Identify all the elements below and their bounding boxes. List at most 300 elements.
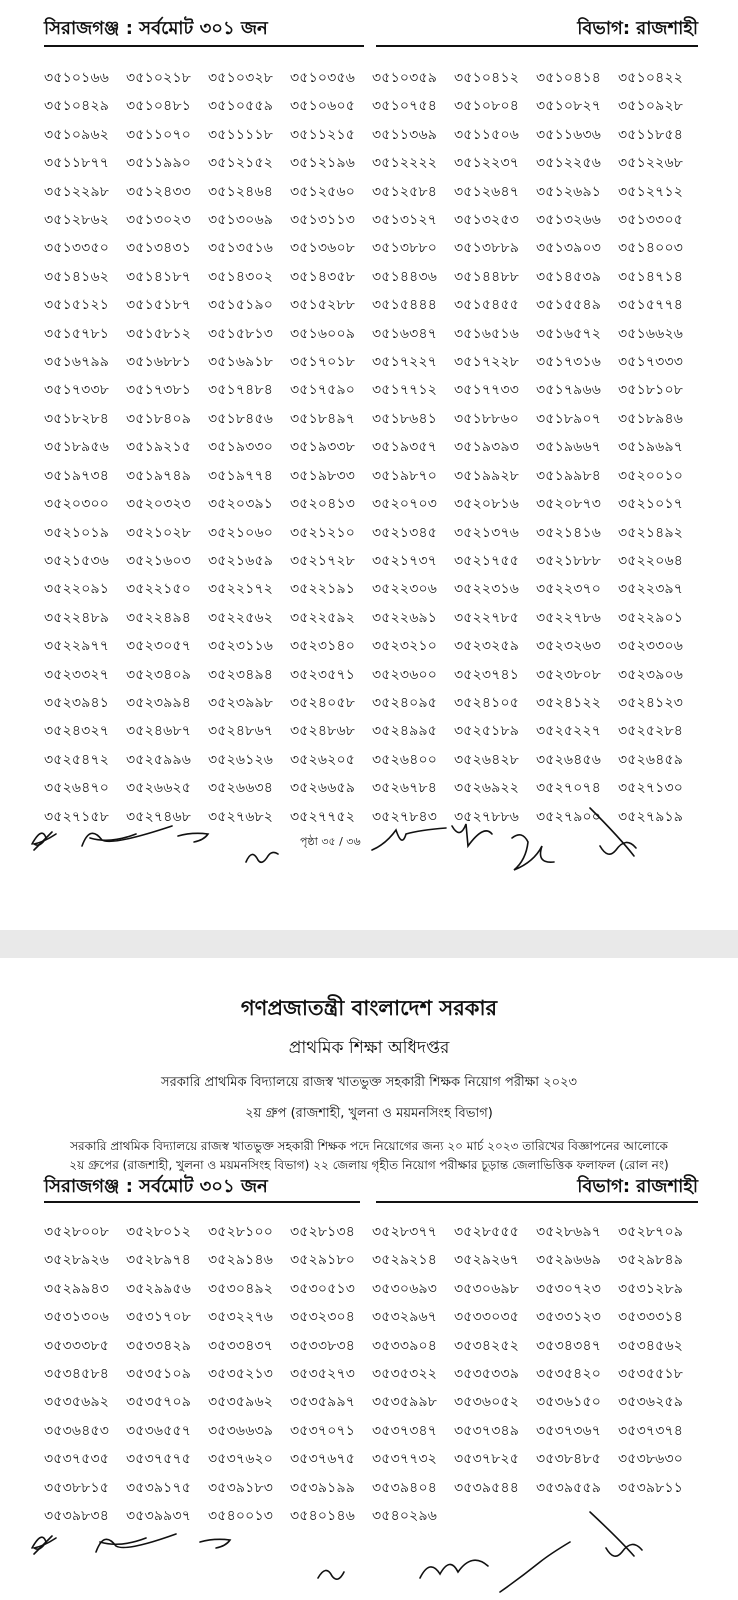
directorate-title: প্রাথমিক শিক্ষা অধিদপ্তর	[288, 1038, 450, 1058]
roll-number: ৩৫২১৭৩৭	[372, 552, 438, 569]
roll-number: ৩৫৩৩৮৩৪	[290, 1337, 356, 1354]
roll-number: ৩৫২৬৬২৫	[126, 780, 192, 797]
roll-number: ৩৫২৯৯৫৬	[126, 1280, 192, 1297]
roll-number: ৩৫২৬৪৫৬	[536, 751, 602, 768]
roll-number: ৩৫২২৯৭৭	[44, 638, 110, 655]
district-label: সিরাজগঞ্জ : সর্বমোট ৩০১ জন	[44, 18, 268, 39]
roll-number: ৩৫২১৬৫৯	[208, 552, 274, 569]
roll-number: ৩৫১০৪১৪	[536, 70, 602, 86]
roll-number: ৩৫১০৯৬২	[44, 126, 110, 143]
roll-number: ৩৫৩৫৯৬২	[208, 1394, 274, 1411]
roll-number: ৩৫৩১৭০৮	[126, 1309, 192, 1326]
roll-number: ৩৫১২১৫২	[208, 155, 274, 172]
roll-number: ৩৫৩৫২৭৩	[290, 1366, 356, 1383]
roll-number: ৩৫২৬৪২৮	[454, 751, 520, 768]
roll-number: ৩৫২৪৮৬৭	[208, 723, 274, 740]
roll-number: ৩৫২৩৬০০	[372, 666, 438, 683]
roll-number: ৩৫২২১৫০	[126, 581, 192, 598]
roll-number: ৩৫১৯৭৭৪	[208, 467, 274, 484]
roll-number: ৩৫৩৭৩৬৭	[536, 1422, 602, 1439]
roll-number: ৩৫১৩৪৩১	[126, 240, 192, 257]
roll-number: ৩৫১৩৬০৮	[290, 240, 356, 257]
roll-number: ৩৫৪০০১৩	[208, 1508, 274, 1525]
roll-number: ৩৫১৬৯১৮	[208, 354, 274, 371]
roll-number: ৩৫২৯৯৪৩	[44, 1280, 110, 1297]
roll-number: ৩৫২১০২৮	[126, 524, 192, 541]
roll-number: ৩৫২৪৯৯৫	[372, 723, 438, 740]
notice-text	[0, 1137, 738, 1175]
roll-number: ৩৫১১৫০৬	[454, 126, 520, 143]
roll-number: ৩৫১৫১৯০	[208, 297, 274, 314]
roll-number: ৩৫১৩১২৭	[372, 212, 438, 229]
roll-number: ৩৫১২২৩৭	[454, 155, 520, 172]
page-number: পৃষ্ঠা ৩৫ / ৩৬	[300, 835, 361, 848]
roll-number: ৩৫১৪৫৩৯	[536, 268, 602, 285]
roll-number: ৩৫২০০১০	[618, 467, 684, 484]
roll-number: ৩৫১৭৭১২	[372, 382, 438, 399]
roll-number: ৩৫২২৩৭০	[536, 581, 602, 598]
roll-number: ৩৫১১১১৮	[208, 126, 274, 143]
roll-number: ৩৫৩৩১২৩	[536, 1309, 602, 1326]
roll-number: ৩৫১৭২২৮	[454, 354, 520, 371]
roll-number: ৩৫৩৬৬৩৯	[208, 1422, 274, 1439]
roll-number: ৩৫৩৩৪২৯	[126, 1337, 192, 1354]
roll-number: ৩৫৩৯৯৩৭	[126, 1508, 192, 1525]
roll-number: ৩৫১৫৪৫৫	[454, 297, 520, 314]
roll-number: ৩৫৩৫৯৯৮	[372, 1394, 438, 1411]
roll-number: ৩৫১৩৯০৩	[536, 240, 602, 257]
roll-number: ৩৫২৭০৭৪	[536, 780, 602, 797]
roll-number: ৩৫১৩০৬৯	[208, 212, 274, 229]
signatures	[0, 1508, 738, 1600]
roll-number: ৩৫১৫৭৮১	[44, 325, 110, 342]
roll-number: ৩৫১৩৮৮০	[372, 240, 438, 257]
roll-number: ৩৫২৬৬৩৪	[208, 780, 274, 797]
roll-number: ৩৫৩৬০৫২	[454, 1394, 520, 1411]
roll-number: ৩৫১২৬৪৭	[454, 183, 520, 200]
roll-number: ৩৫৩৫৯৯৭	[290, 1394, 356, 1411]
roll-number: ৩৫১৮৪৯৭	[290, 410, 356, 427]
roll-number: ৩৫১৭৩৩৩	[618, 354, 684, 371]
roll-number: ৩৫২১৭২৮	[290, 552, 356, 569]
roll-number: ৩৫১০৬০৫	[290, 98, 356, 115]
roll-number: ৩৫১২২৯৮	[44, 183, 110, 200]
roll-number: ৩৫২৫২২৭	[536, 723, 602, 740]
roll-number: ৩৫২৩৯৯৮	[208, 694, 274, 711]
roll-number: ৩৫৩৫৬৯২	[44, 1394, 110, 1411]
roll-number: ৩৫২০৩০০	[44, 496, 110, 513]
roll-number: ৩৫২৮০১২	[126, 1224, 192, 1240]
roll-number: ৩৫৩৩৩৮৫	[44, 1337, 110, 1354]
roll-number: ৩৫৩৯৮৩৪	[44, 1508, 110, 1525]
roll-number: ৩৫১৯৭৪৯	[126, 467, 192, 484]
roll-number: ৩৫২৬৭৮৪	[372, 780, 438, 797]
roll-number: ৩৫১২৬৯১	[536, 183, 602, 200]
roll-number: ৩৫২৩৮০৮	[536, 666, 602, 683]
roll-number: ৩৫৩৪৫৮৪	[44, 1366, 110, 1383]
roll-number: ৩৫১৮৯৫৬	[44, 439, 110, 456]
roll-number: ৩৫১৫৮১২	[126, 325, 192, 342]
roll-number: ৩৫২৩৪৯৪	[208, 666, 274, 683]
roll-number: ৩৫২০৩৯১	[208, 496, 274, 513]
roll-number: ৩৫৩৪৫৬২	[618, 1337, 684, 1354]
roll-number: ৩৫৩০৪৯২	[208, 1280, 274, 1297]
roll-number: ৩৫২৮৬৯৭	[536, 1224, 602, 1240]
exam-title: সরকারি প্রাথমিক বিদ্যালয়ে রাজস্ব খাতভুক্ত সহকারী শিক্ষক নিয়োগ পরীক্ষা ২০২৩	[161, 1075, 577, 1090]
roll-number: ৩৫২৫৯৯৬	[126, 751, 192, 768]
government-title: গণপ্রজাতন্ত্রী বাংলাদেশ সরকার	[240, 996, 498, 1020]
roll-number: ৩৫১৮২৮৪	[44, 410, 110, 427]
roll-number: ৩৫৩৫৫১৮	[618, 1366, 684, 1383]
roll-number: ৩৫১৪৪৩৬	[372, 268, 438, 285]
notice-heading	[0, 958, 738, 1175]
roll-number: ৩৫৩৭৩৪৯	[454, 1422, 520, 1439]
roll-number: ৩৫৩৭৮২৫	[454, 1451, 520, 1468]
roll-number: ৩৫২১২১০	[290, 524, 356, 541]
roll-number: ৩৫২৪১২২	[536, 694, 602, 711]
roll-number: ৩৫৩০৭২৩	[536, 1280, 602, 1297]
roll-number: ৩৫১৮৬৪১	[372, 410, 438, 427]
roll-number: ৩৫২৫১৮৯	[454, 723, 520, 740]
roll-number: ৩৫১৫১২১	[44, 297, 110, 314]
roll-number: ৩৫৩৬২৫৯	[618, 1394, 684, 1411]
roll-number: ৩৫৩৩৪৩৭	[208, 1337, 274, 1354]
roll-number: ৩৫২২৭৮৬	[536, 609, 602, 626]
roll-number: ৩৫১৫১৮৭	[126, 297, 192, 314]
roll-number: ৩৫৩৯১৭৫	[126, 1479, 192, 1496]
roll-number: ৩৫১২২৬৮	[618, 155, 684, 172]
roll-number: ৩৫২৮৭০৯	[618, 1224, 684, 1240]
roll-number: ৩৫১৬৫৭২	[536, 325, 602, 342]
roll-number: ৩৫২২৫৬২	[208, 609, 274, 626]
roll-number: ৩৫২৩৯৪১	[44, 694, 110, 711]
roll-number: ৩৫২২৩৯৭	[618, 581, 684, 598]
roll-number: ৩৫২৮০০৮	[44, 1224, 110, 1240]
roll-number: ৩৫৪০১৪৬	[290, 1508, 356, 1525]
roll-number: ৩৫১২৪৬৪	[208, 183, 274, 200]
roll-number: ৩৫২৩২১০	[372, 638, 438, 655]
roll-number: ৩৫২৭৮৪৩	[372, 808, 438, 825]
roll-number: ৩৫১০৫৫৯	[208, 98, 274, 115]
roll-number: ৩৫২৬৪৫৯	[618, 751, 684, 768]
roll-number: ৩৫৩২৯৬৭	[372, 1309, 438, 1326]
roll-number: ৩৫২০৮৭৩	[536, 496, 602, 513]
roll-number: ৩৫২০৭০৩	[372, 496, 438, 513]
roll-number: ৩৫১৯৩৫৭	[372, 439, 438, 456]
roll-number: ৩৫১৯৩৯৩	[454, 439, 520, 456]
roll-number: ৩৫৩৮৮১৫	[44, 1479, 110, 1496]
roll-number: ৩৫১৩২৫৩	[454, 212, 520, 229]
roll-number: ৩৫১১০৭০	[126, 126, 192, 143]
roll-number: ৩৫৩৬৫৫৭	[126, 1422, 192, 1439]
roll-number: ৩৫৩৯৫৪৪	[454, 1479, 520, 1496]
roll-number: ৩৫৩৪২৫২	[454, 1337, 520, 1354]
roll-number: ৩৫১২২২২	[372, 155, 438, 172]
roll-number: ৩৫২১৪১৬	[536, 524, 602, 541]
roll-number: ৩৫১৬৩৪৭	[372, 325, 438, 342]
roll-number: ৩৫৩৯১৮৩	[208, 1479, 274, 1496]
roll-number: ৩৫১১৮৫৪	[618, 126, 684, 143]
roll-number: ৩৫৩৯৪০৪	[372, 1479, 438, 1496]
roll-number: ৩৫১১৩৬৯	[372, 126, 438, 143]
roll-number: ৩৫৩৭৫৩৫	[44, 1451, 110, 1468]
roll-number: ৩৫১৮৪৫৬	[208, 410, 274, 427]
roll-number: ৩৫২১০৬০	[208, 524, 274, 541]
roll-number: ৩৫১৫২৮৮	[290, 297, 356, 314]
roll-number: ৩৫১৬৭৯৯	[44, 354, 110, 371]
roll-number: ৩৫১৭৯৬৬	[536, 382, 602, 399]
roll-number: ৩৫১১৬৩৬	[536, 126, 602, 143]
roll-number: ৩৫২২৩১৬	[454, 581, 520, 598]
roll-number: ৩৫৩২৩০৪	[290, 1309, 356, 1326]
roll-number: ৩৫৩৯৮১১	[618, 1479, 684, 1496]
roll-number: ৩৫৪০২৯৬	[372, 1508, 438, 1525]
roll-number: ৩৫৩৭৬৭৫	[290, 1451, 356, 1468]
roll-number: ৩৫১০৪৮১	[126, 98, 192, 115]
roll-number: ৩৫১৬৮৮১	[126, 354, 192, 371]
roll-number: ৩৫২৯৬৬৯	[536, 1252, 602, 1269]
roll-number: ৩৫৩৪৩৪৭	[536, 1337, 602, 1354]
roll-number: ৩৫১৩২৬৬	[536, 212, 602, 229]
roll-number: ৩৫২১৩৭৬	[454, 524, 520, 541]
roll-number: ৩৫২৯২১৪	[372, 1252, 438, 1269]
roll-number: ৩৫১৯৬৬৭	[536, 439, 602, 456]
roll-number: ৩৫২৩২৫৯	[454, 638, 520, 655]
roll-number: ৩৫২২৩০৬	[372, 581, 438, 598]
roll-number: ৩৫১৬০০৯	[290, 325, 356, 342]
roll-number: ৩৫১৬৬২৬	[618, 325, 684, 342]
roll-number: ৩৫১০৪২২	[618, 70, 684, 86]
roll-number: ৩৫১৪৩৫৮	[290, 268, 356, 285]
roll-number: ৩৫৩৭০৭১	[290, 1422, 356, 1439]
roll-number: ৩৫৩৫৭০৯	[126, 1394, 192, 1411]
roll-number: ৩৫১৫৭৭৪	[618, 297, 684, 314]
roll-number: ৩৫৩৮৪৮৫	[536, 1451, 602, 1468]
roll-number: ৩৫২৭১৩০	[618, 780, 684, 797]
roll-number: ৩৫৩৭৫৭৫	[126, 1451, 192, 1468]
roll-number: ৩৫২২৫৯২	[290, 609, 356, 626]
roll-number: ৩৫১৯৩৩৮	[290, 439, 356, 456]
roll-number: ৩৫১২৭১২	[618, 183, 684, 200]
roll-number: ৩৫১২২৫৬	[536, 155, 602, 172]
roll-number: ৩৫২৩২৬৩	[536, 638, 602, 655]
roll-number: ৩৫১৩৫১৬	[208, 240, 274, 257]
roll-number: ৩৫১০৪২৯	[44, 98, 110, 115]
roll-number: ৩৫২৮১৩৪	[290, 1224, 356, 1240]
roll-number: ৩৫১৯৩৩০	[208, 439, 274, 456]
roll-number: ৩৫১৪০০৩	[618, 240, 684, 257]
roll-number: ৩৫১৯৯৮৪	[536, 467, 602, 484]
notice-line-1: সরকারি প্রাথমিক বিদ্যালয়ে রাজস্ব খাতভুক্ত সহকারী শিক্ষক পদে নিয়োগের জন্য ২০ মার্চ ২০২৩ তারিখের বিজ্ঞাপনের আলোকে	[70, 1139, 668, 1153]
header-rule-left	[44, 1201, 360, 1203]
roll-number: ৩৫২৬৯২২	[454, 780, 520, 797]
roll-number: ৩৫২৯১৮০	[290, 1252, 356, 1269]
roll-number: ৩৫২৭৯১৯	[618, 808, 684, 825]
roll-number: ৩৫৩৫১০৯	[126, 1366, 192, 1383]
roll-number: ৩৫৩৬১৫০	[536, 1394, 602, 1411]
roll-number-grid	[44, 64, 700, 831]
roll-number: ৩৫২৭৯০০	[536, 808, 602, 825]
roll-number: ৩৫৩৩০৩৫	[454, 1309, 520, 1326]
roll-number: ৩৫২১৮৮৮	[536, 552, 602, 569]
roll-number: ৩৫২৬২০৫	[290, 751, 356, 768]
roll-number: ৩৫২৪৬৮৭	[126, 723, 192, 740]
roll-number: ৩৫৩৫৩২২	[372, 1366, 438, 1383]
roll-number: ৩৫১০২১৮	[126, 70, 192, 86]
roll-number: ৩৫২১৩৪৫	[372, 524, 438, 541]
roll-number: ৩৫২১৬০৩	[126, 552, 192, 569]
roll-number: ৩৫১৮৪০৯	[126, 410, 192, 427]
roll-number: ৩৫১৩৩৫০	[44, 240, 110, 257]
roll-number: ৩৫২২৯০১	[618, 609, 684, 626]
division-label: বিভাগ: রাজশাহী	[577, 18, 698, 39]
roll-number: ৩৫১০১৬৬	[44, 70, 110, 86]
roll-number: ৩৫৩০৬৯৮	[454, 1280, 520, 1297]
roll-number: ৩৫২২৪৮৯	[44, 609, 110, 626]
roll-number: ৩৫১৪৭১৪	[618, 268, 684, 285]
roll-number: ৩৫৩৯১৯৯	[290, 1479, 356, 1496]
roll-number: ৩৫৩০৫১৩	[290, 1280, 356, 1297]
roll-number: ৩৫১০৭৫৪	[372, 98, 438, 115]
roll-number: ৩৫১২৫৬০	[290, 183, 356, 200]
roll-number: ৩৫১৪৩০২	[208, 268, 274, 285]
roll-number: ৩৫১৯৬৯৭	[618, 439, 684, 456]
roll-number: ৩৫১৫৫৪৯	[536, 297, 602, 314]
roll-number: ৩৫২৩৩২৭	[44, 666, 110, 683]
group-title: ২য় গ্রুপ (রাজশাহী, খুলনা ও ময়মনসিংহ বিভাগ)	[245, 1106, 493, 1121]
roll-number: ৩৫২১০১৯	[44, 524, 110, 541]
roll-number: ৩৫১১৯৯০	[126, 155, 192, 172]
roll-number: ৩৫৩২২৭৬	[208, 1309, 274, 1326]
roll-number: ৩৫২৮৫৫৫	[454, 1224, 520, 1240]
header-rule-right	[376, 1201, 698, 1203]
roll-number: ৩৫১০৩৫৯	[372, 70, 438, 86]
roll-number: ৩৫১৩৩০৫	[618, 212, 684, 229]
roll-number: ৩৫৩৫৪২০	[536, 1366, 602, 1383]
roll-number: ৩৫২৭৭৫২	[290, 808, 356, 825]
roll-number: ৩৫২৮৩৭৭	[372, 1224, 438, 1240]
roll-number: ৩৫১৭৩৮১	[126, 382, 192, 399]
roll-number: ৩৫১৯২১৫	[126, 439, 192, 456]
roll-number: ৩৫২৯২৬৭	[454, 1252, 520, 1269]
roll-number: ৩৫২৩৫৭১	[290, 666, 356, 683]
roll-number: ৩৫১৭৩১৬	[536, 354, 602, 371]
district-label: সিরাজগঞ্জ : সর্বমোট ৩০১ জন	[44, 1176, 268, 1197]
roll-number: ৩৫২২১৭২	[208, 581, 274, 598]
roll-number: ৩৫২২০৯১	[44, 581, 110, 598]
roll-number: ৩৫৩৮৬৩০	[618, 1451, 684, 1468]
roll-number: ৩৫৩৩৯০৪	[372, 1337, 438, 1354]
roll-number: ৩৫২০৪১৩	[290, 496, 356, 513]
roll-number: ৩৫২৩১৪০	[290, 638, 356, 655]
roll-number: ৩৫১৭২২৭	[372, 354, 438, 371]
header-rule-right	[376, 45, 698, 47]
roll-number: ৩৫১৪১৮৭	[126, 268, 192, 285]
roll-number: ৩৫২৩৭৪১	[454, 666, 520, 683]
roll-number: ৩৫২৩৪০৯	[126, 666, 192, 683]
roll-number: ৩৫২২৬৯১	[372, 609, 438, 626]
result-page-36	[0, 958, 738, 1600]
header-rule-left	[44, 45, 364, 47]
roll-number: ৩৫১৭৫৯০	[290, 382, 356, 399]
roll-number: ৩৫৩৭৭৩২	[372, 1451, 438, 1468]
roll-number: ৩৫১৯৯২৮	[454, 467, 520, 484]
roll-number: ৩৫১৪১৬২	[44, 268, 110, 285]
roll-number-grid	[44, 1218, 700, 1530]
roll-number: ৩৫২৬৬৫৯	[290, 780, 356, 797]
roll-number: ৩৫২৩০৫৭	[126, 638, 192, 655]
roll-number: ৩৫২৭৪৬৮	[126, 808, 192, 825]
roll-number: ৩৫১০৩৫৬	[290, 70, 356, 86]
roll-number: ৩৫৩০৬৯৩	[372, 1280, 438, 1297]
roll-number: ৩৫১২১৯৬	[290, 155, 356, 172]
roll-number: ৩৫২৯১৪৬	[208, 1252, 274, 1269]
roll-number: ৩৫২৪৮৬৮	[290, 723, 356, 740]
signatures	[0, 800, 738, 900]
roll-number: ৩৫৩৫২১৩	[208, 1366, 274, 1383]
roll-number: ৩৫৩৫৩৩৯	[454, 1366, 520, 1383]
roll-number: ৩৫২৬৪৭০	[44, 780, 110, 797]
roll-number: ৩৫৩১৩০৬	[44, 1309, 110, 1326]
roll-number: ৩৫২১০১৭	[618, 496, 684, 513]
roll-number: ৩৫১৩৮৮৯	[454, 240, 520, 257]
roll-number: ৩৫৩১২৮৯	[618, 1280, 684, 1297]
roll-number: ৩৫২৫২৮৪	[618, 723, 684, 740]
roll-number: ৩৫২২৪৯৪	[126, 609, 192, 626]
roll-number: ৩৫১৬৫১৬	[454, 325, 520, 342]
roll-number: ৩৫২৪৩২৭	[44, 723, 110, 740]
roll-number: ৩৫১০৪১২	[454, 70, 520, 86]
roll-number: ৩৫২৭৬৮২	[208, 808, 274, 825]
roll-number: ৩৫১৯৮৩৩	[290, 467, 356, 484]
roll-number: ৩৫১০৮০৪	[454, 98, 520, 115]
roll-number: ৩৫২৩৩০৬	[618, 638, 684, 655]
roll-number: ৩৫১২৮৬২	[44, 212, 110, 229]
roll-number: ৩৫১৮৯৪৬	[618, 410, 684, 427]
roll-number: ৩৫১৩০২৩	[126, 212, 192, 229]
roll-number: ৩৫২৫৪৭২	[44, 751, 110, 768]
roll-number: ৩৫১৭৪৮৪	[208, 382, 274, 399]
roll-number: ৩৫১২৫৮৪	[372, 183, 438, 200]
roll-number: ৩৫১০৩২৮	[208, 70, 274, 86]
roll-number: ৩৫২২৭৮৫	[454, 609, 520, 626]
roll-number: ৩৫১৪৪৮৮	[454, 268, 520, 285]
roll-number: ৩৫১৮৮৬০	[454, 410, 520, 427]
roll-number: ৩৫২৬১২৬	[208, 751, 274, 768]
roll-number: ৩৫১৭৩৩৮	[44, 382, 110, 399]
roll-number: ৩৫১১৮৭৭	[44, 155, 110, 172]
roll-number: ৩৫৩৭৬২০	[208, 1451, 274, 1468]
district-header	[44, 1172, 698, 1202]
roll-number: ৩৫১৫৮১৩	[208, 325, 274, 342]
roll-number: ৩৫২৯৮৪৯	[618, 1252, 684, 1269]
roll-number: ৩৫১৫৪৪৪	[372, 297, 438, 314]
district-header	[44, 14, 698, 44]
roll-number: ৩৫২৪০৫৮	[290, 694, 356, 711]
roll-number: ৩৫২৮৯৭৪	[126, 1252, 192, 1269]
roll-number: ৩৫২৩১১৬	[208, 638, 274, 655]
roll-number: ৩৫২৩৯০৬	[618, 666, 684, 683]
roll-number: ৩৫৩৭৩৪৭	[372, 1422, 438, 1439]
roll-number: ৩৫২৮৯২৬	[44, 1252, 110, 1269]
roll-number: ৩৫২১৭৫৫	[454, 552, 520, 569]
roll-number: ৩৫২৭৮৮৬	[454, 808, 520, 825]
roll-number: ৩৫২৭১৫৮	[44, 808, 110, 825]
roll-number: ৩৫২১৫৩৬	[44, 552, 110, 569]
roll-number: ৩৫২৪১২৩	[618, 694, 684, 711]
roll-number: ৩৫৩৩৩১৪	[618, 1309, 684, 1326]
roll-number: ৩৫২০৮১৬	[454, 496, 520, 513]
